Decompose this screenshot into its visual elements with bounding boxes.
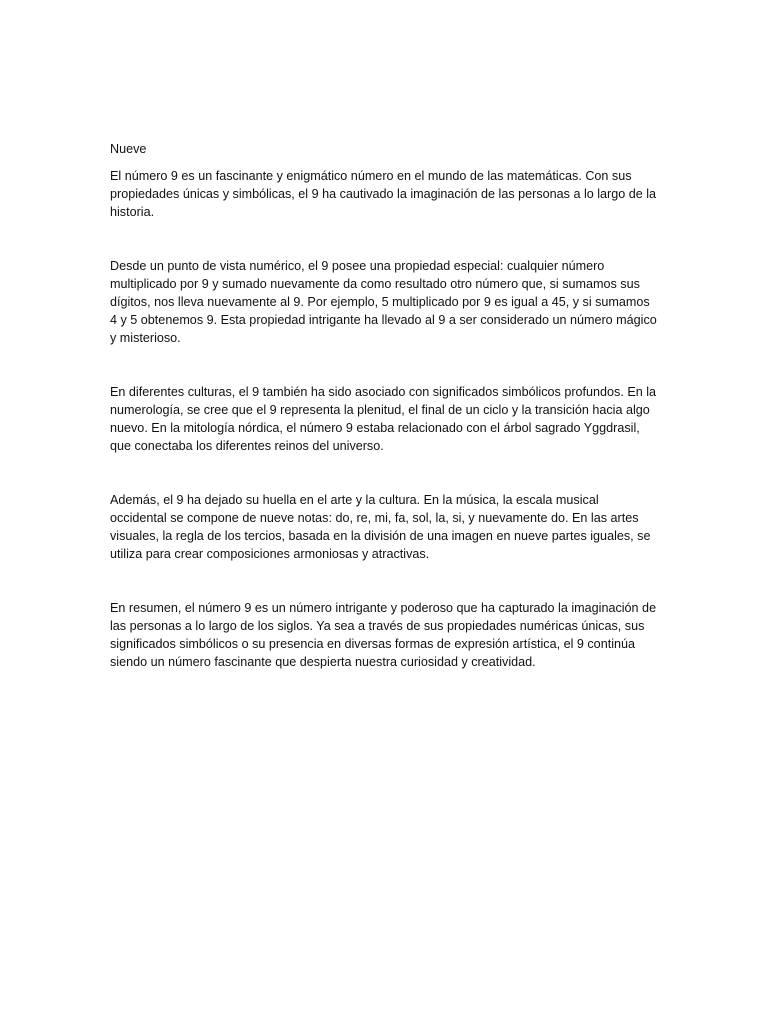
- paragraph-intro: El número 9 es un fascinante y enigmático número en el mundo de las matemáticas. Con sus propiedades únicas y simbólicas, el 9 ha cautivado la imaginación de las personas a lo largo de la historia.: [110, 169, 657, 219]
- paragraph-cultures: En diferentes culturas, el 9 también ha sido asociado con significados simbólicos profundos. En la numerología, se cree que el 9 representa la plenitud, el final de un ciclo y la transición hacia algo nuevo. En la mitología nórdica, el número 9 estaba relacionado con el árbol sagrado Yggdrasil, que conectaba los diferentes reinos del universo.: [110, 385, 657, 453]
- paragraph-numeric-property: Desde un punto de vista numérico, el 9 posee una propiedad especial: cualquier número multiplicado por 9 y sumado nuevamente da como resultado otro número que, si sumamos sus dígitos, nos lleva nuevamente al 9. Por ejemplo, 5 multiplicado por 9 es igual a 45, y si sumamos 4 y 5 obtenemos 9. Esta propiedad intrigante ha llevado al 9 a ser considerado un número mágico y misterioso.: [110, 259, 657, 345]
- paragraph-art-culture: Además, el 9 ha dejado su huella en el arte y la cultura. En la música, la escala musical occidental se compone de nueve notas: do, re, mi, fa, sol, la, si, y nuevamente do. En las artes visuales, la regla de los tercios, basada en la división de una imagen en nueve partes iguales, se utiliza para crear composiciones armoniosas y atractivas.: [110, 493, 651, 561]
- document-title: Nueve: [110, 142, 147, 156]
- paragraph-summary: En resumen, el número 9 es un número intrigante y poderoso que ha capturado la imaginación de las personas a lo largo de los siglos. Ya sea a través de sus propiedades numéricas únicas, sus significados simbólicos o su presencia en diversas formas de expresión artística, el 9 continúa siendo un número fascinante que despierta nuestra curiosidad y creatividad.: [110, 601, 657, 669]
- document-body: [110, 140, 658, 671]
